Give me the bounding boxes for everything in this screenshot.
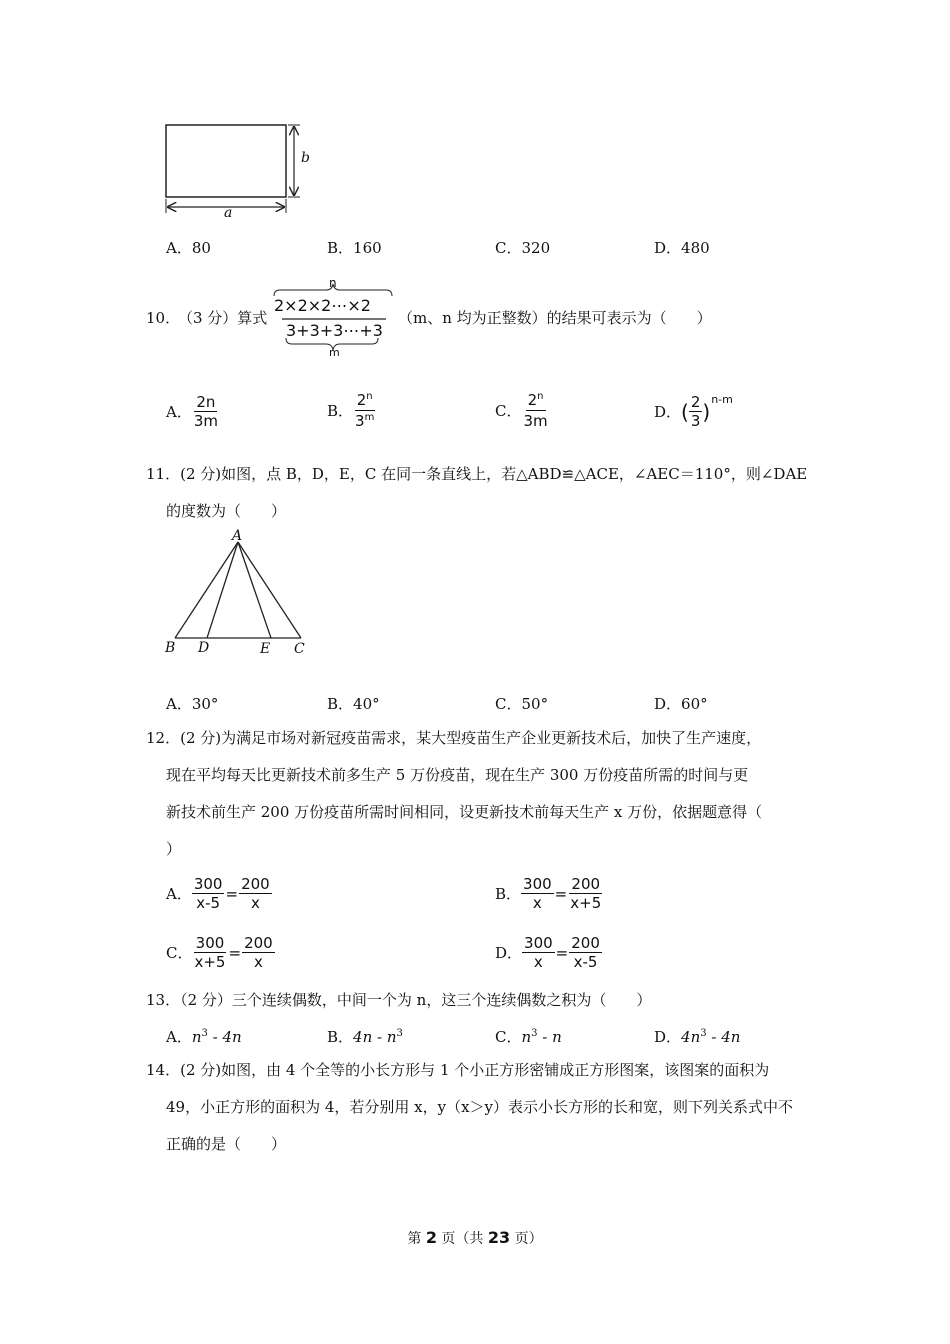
q11-option-c[interactable]: C．50° xyxy=(495,695,549,713)
q12-option-a[interactable]: A． $\frac{300}{x-5}$ = $\frac{200}{x}$ xyxy=(166,875,270,912)
q10-denominator: 3+3+3⋯+3 xyxy=(286,321,383,340)
q10-a-den: 3m xyxy=(193,412,218,430)
q9-option-b[interactable]: B．160 xyxy=(327,239,382,257)
q12-option-d[interactable]: D． $\frac{300}{x}$ = $\frac{200}{x-5}$ xyxy=(495,934,600,971)
q10-option-d[interactable]: D． ( $\frac{2}{3}$ ) n-m xyxy=(654,393,733,430)
q10-score: （3 分）算式 xyxy=(178,309,268,327)
point-e-label: E xyxy=(260,641,271,657)
q12-line3: 新技术前生产 200 万份疫苗所需时间相同，设更新技术前每天生产 x 万份，依据题意得（ xyxy=(166,803,763,821)
q10-a-num: 2n xyxy=(196,393,216,411)
q10-brace-top: n xyxy=(329,276,337,290)
q14-line2: 49，小正方形的面积为 4，若分别用 x，y（x＞y）表示小长方形的长和宽，则下列关系式中不 xyxy=(166,1098,794,1116)
q11-option-a[interactable]: A．30° xyxy=(166,695,219,713)
q13-stem: 13．（2 分）三个连续偶数，中间一个为 n，这三个连续偶数之积为（ ） xyxy=(146,991,652,1009)
q11-line2: 的度数为（ ） xyxy=(166,502,287,520)
q10-option-a[interactable]: A． $\frac{2n}{3m}$ xyxy=(166,393,218,430)
q13-option-d[interactable]: D．$4n^3 - 4n$ xyxy=(654,1028,741,1046)
rectangle-shape xyxy=(166,125,286,197)
label-a: a xyxy=(224,205,233,221)
point-d-label: D xyxy=(198,640,210,656)
q11-line1: 11．(2 分)如图，点 B，D，E，C 在同一条直线上，若△ABD≌△ACE，∠AEC＝110°，则∠DAE xyxy=(146,465,808,483)
q9-option-d[interactable]: D．480 xyxy=(654,239,710,257)
q14-line3: 正确的是（ ） xyxy=(166,1135,287,1153)
q14-line1: 14．(2 分)如图，由 4 个全等的小长方形与 1 个小正方形密铺成正方形图案，该图案的面积为 xyxy=(146,1061,770,1079)
page-footer: 第 2 页（共 23 页） xyxy=(407,1228,543,1247)
q10-expression xyxy=(270,276,396,362)
q10-brace-bottom: m xyxy=(329,346,340,359)
rectangle-diagram xyxy=(150,115,320,225)
q11-figure xyxy=(160,528,320,663)
q12-option-b[interactable]: B． $\frac{300}{x}$ = $\frac{200}{x+5}$ xyxy=(495,875,602,912)
point-a-label: A xyxy=(232,528,243,544)
q10-number: 10． xyxy=(146,309,181,327)
q12-line1: 12．(2 分)为满足市场对新冠疫苗需求，某大型疫苗生产企业更新技术后，加快了生产速度， xyxy=(146,729,762,747)
q12-line2: 现在平均每天比更新技术前多生产 5 万份疫苗，现在生产 300 万份疫苗所需的时间与更 xyxy=(166,766,749,784)
label-b: b xyxy=(301,150,310,166)
q13-option-b[interactable]: B．$4n - n^3$ xyxy=(327,1028,403,1046)
q9-option-a[interactable]: A．80 xyxy=(166,239,211,257)
q9-option-c[interactable]: C．320 xyxy=(495,239,551,257)
total-page-number: 23 xyxy=(487,1228,511,1247)
q13-option-c[interactable]: C．$n^3$ - n xyxy=(495,1028,562,1046)
q9-figure xyxy=(150,115,320,225)
q12-line4: ） xyxy=(166,840,182,858)
q13-option-a[interactable]: A．$n^3 - 4n$ xyxy=(166,1028,242,1046)
q10-option-b[interactable]: B． $\frac{2^n}{3^m}$ xyxy=(327,391,375,430)
point-b-label: B xyxy=(165,640,176,656)
q11-option-d[interactable]: D．60° xyxy=(654,695,708,713)
point-c-label: C xyxy=(294,641,305,657)
q11-option-b[interactable]: B．40° xyxy=(327,695,380,713)
q10-numerator: 2×2×2⋯×2 xyxy=(274,296,371,315)
current-page-number: 2 xyxy=(425,1228,437,1247)
q10-stem-tail: （m、n 均为正整数）的结果可表示为（ ） xyxy=(398,309,712,327)
q10-option-c[interactable]: C． $\frac{2^n}{3m}$ xyxy=(495,391,548,430)
q12-option-c[interactable]: C． $\frac{300}{x+5}$ = $\frac{200}{x}$ xyxy=(166,934,273,971)
